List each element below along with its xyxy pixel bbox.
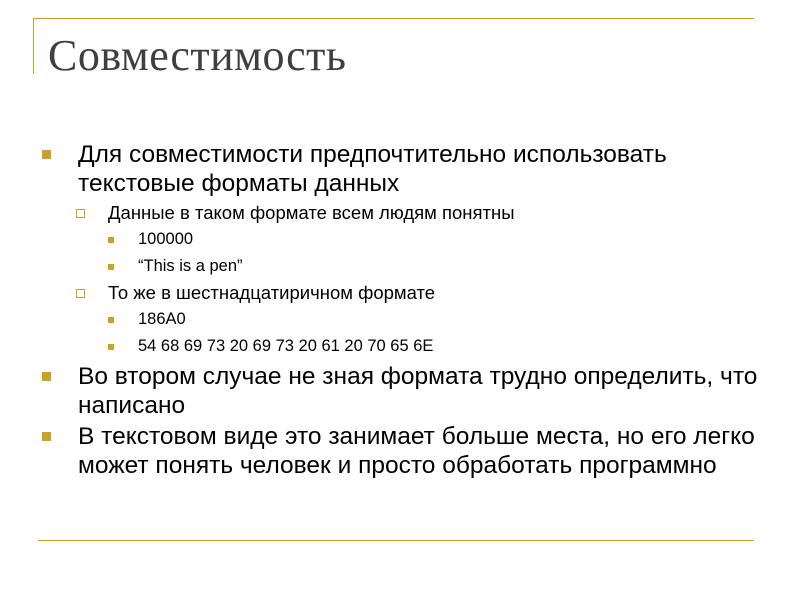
- bullet-item-level1: [40, 422, 760, 480]
- bullet-item-level3: [40, 226, 760, 253]
- bullet-item-level1: [40, 140, 760, 198]
- bullet-text: Для совместимости предпочтительно использовать текстовые форматы данных: [78, 141, 667, 197]
- bullet-item-level2: [40, 280, 760, 306]
- bullet-text: 54 68 69 73 20 69 73 20 61 20 70 65 6E: [138, 337, 434, 355]
- bullet-text: 186A0: [138, 310, 186, 328]
- bullet-text: 100000: [138, 230, 194, 248]
- bullet-item-level3: [40, 306, 760, 333]
- small-square-bullet-icon: [108, 317, 114, 323]
- bullet-text: То же в шестнадцатиричном формате: [108, 282, 436, 303]
- hollow-square-bullet-icon: [76, 289, 85, 298]
- square-bullet-icon: [42, 372, 51, 381]
- bullet-item-level3: [40, 253, 760, 280]
- square-bullet-icon: [42, 432, 51, 441]
- slide-body: [40, 140, 760, 482]
- bullet-item-level3: [40, 333, 760, 360]
- top-divider-line: [34, 18, 754, 19]
- small-square-bullet-icon: [108, 344, 114, 350]
- bottom-divider-line: [38, 540, 754, 541]
- bullet-item-level1: [40, 362, 760, 420]
- bullet-text: Данные в таком формате всем людям понятны: [108, 202, 515, 223]
- small-square-bullet-icon: [108, 264, 114, 270]
- left-divider-line: [33, 18, 34, 74]
- bullet-item-level2: [40, 200, 760, 226]
- square-bullet-icon: [42, 150, 51, 159]
- small-square-bullet-icon: [108, 237, 114, 243]
- hollow-square-bullet-icon: [76, 209, 85, 218]
- bullet-text: Во втором случае не зная формата трудно определить, что написано: [78, 363, 758, 419]
- slide-title: Совместимость: [48, 31, 347, 80]
- bullet-text: “This is a pen”: [138, 257, 243, 275]
- bullet-text: В текстовом виде это занимает больше места, но его легко может понять человек и просто обработать программно: [78, 423, 755, 479]
